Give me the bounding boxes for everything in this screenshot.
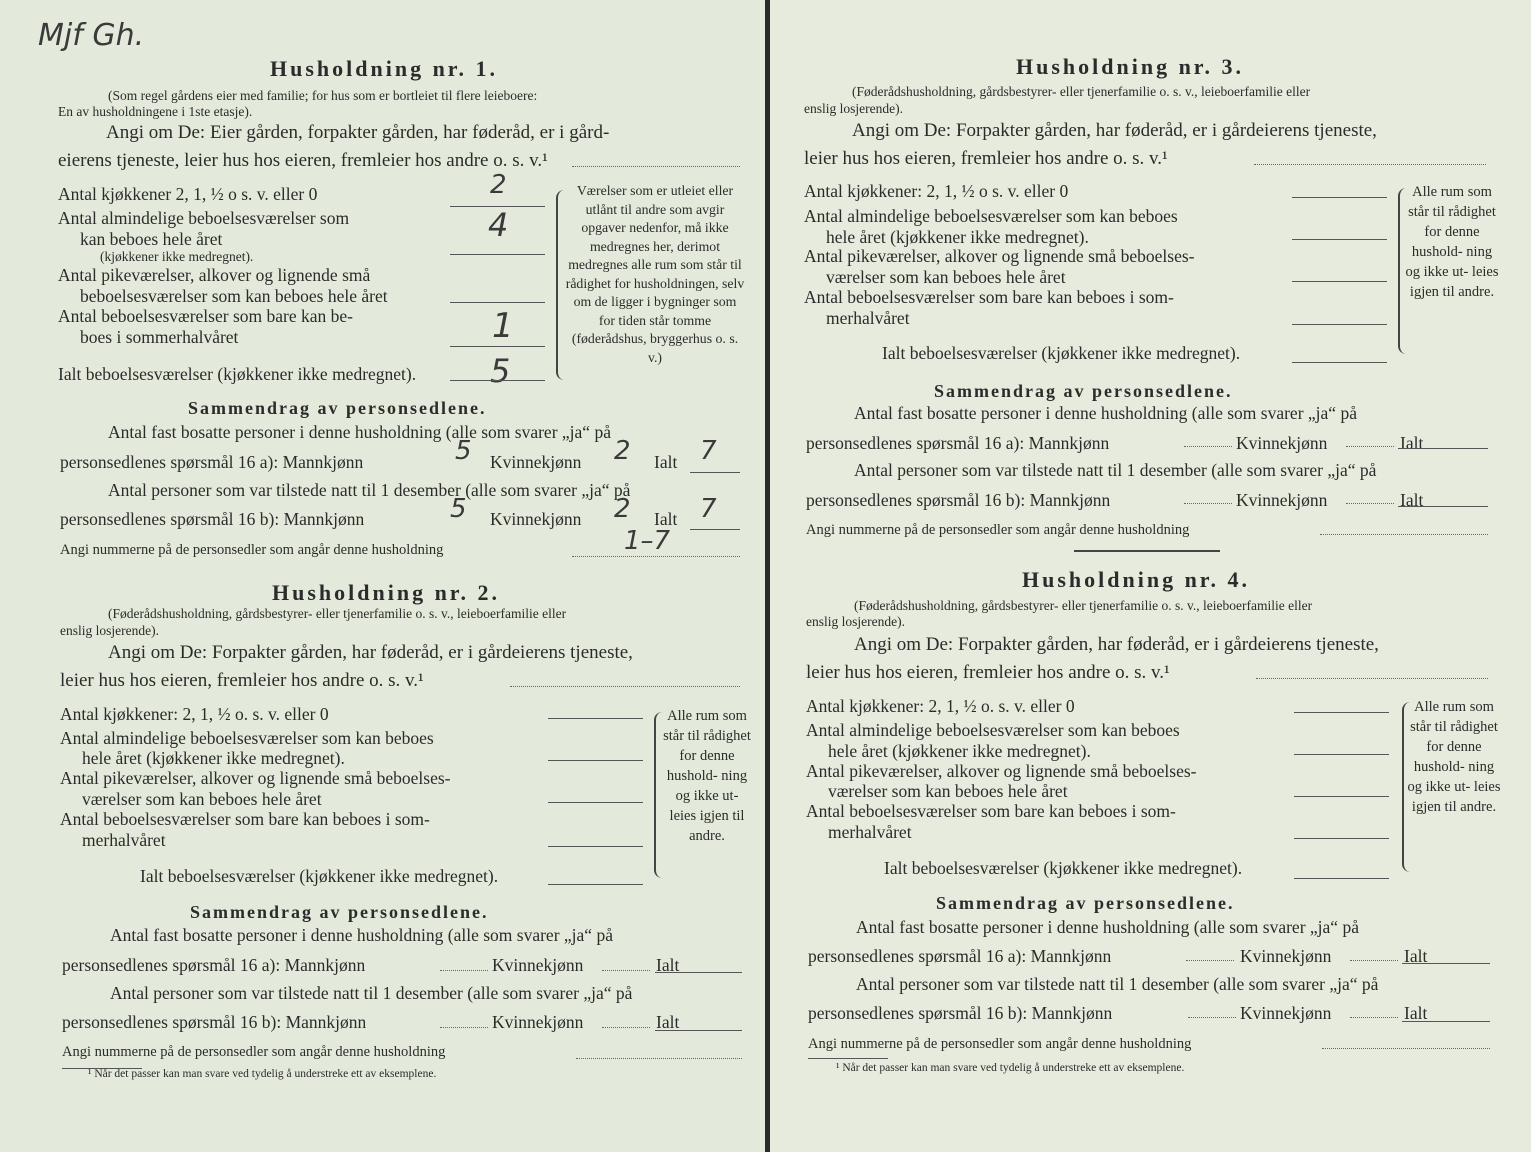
h4-pike-2: værelser som kan beboes hele året <box>828 781 1068 801</box>
h3-samm-title: Sammendrag av personsedlene. <box>934 381 1233 401</box>
h4-alm-1: Antal almindelige beboelsesværelser som kan beboes <box>806 720 1180 740</box>
h2-fast-1: Antal fast bosatte personer i denne husholdning (alle som svarer „ja“ på <box>110 925 613 945</box>
h2-tilst-2: personsedlenes spørsmål 16 b): Mannkjønn <box>62 1012 367 1032</box>
h1-nummer-value: 1–7 <box>624 526 671 556</box>
h3-pike-2: værelser som kan beboes hele året <box>826 267 1066 287</box>
h1-alm-1: Antal almindelige beboelsesværelser som <box>58 208 350 228</box>
h3-pike-1: Antal pikeværelser, alkover og lignende små beboelses- <box>804 246 1195 266</box>
h1-tilst-k-label: Kvinnekjønn <box>490 509 582 529</box>
h3-alm-2: hele året (kjøkkener ikke medregnet). <box>826 227 1089 247</box>
h1-tilst-2: personsedlenes spørsmål 16 b): Mannkjønn <box>60 509 365 529</box>
h4-angi-2: leier hus hos eieren, fremleier hos andre o. s. v.¹ <box>806 662 1170 683</box>
h4-tilst-i-label: Ialt <box>1404 1003 1428 1023</box>
h1-tilst-k: 2 <box>614 494 631 524</box>
h2-footnote: ¹ Når det passer kan man svare ved tydelig å understreke ett av eksemplene. <box>88 1068 437 1080</box>
h2-tilst-k-label: Kvinnekjønn <box>492 1012 584 1032</box>
h2-alm-1: Antal almindelige beboelsesværelser som kan beboes <box>60 728 434 748</box>
h1-fast-k: 2 <box>614 436 631 466</box>
h2-fast-i-label: Ialt <box>656 955 680 975</box>
h1-fast-i: 7 <box>700 436 717 466</box>
h4-nummer: Angi nummerne på de personsedler som angår denne husholdning <box>808 1036 1192 1052</box>
h3-fast-i-label: Ialt <box>1400 433 1424 453</box>
h2-pike-1: Antal pikeværelser, alkover og lignende små beboelses- <box>60 768 451 788</box>
h4-side-note: Alle rum som står til rådighet for denne hushold- ning og ikke ut- leies igjen til andre. <box>1407 699 1501 815</box>
h4-sommer-1: Antal beboelsesværelser som bare kan beboes i som- <box>806 801 1176 821</box>
h1-tilst-m: 5 <box>450 494 467 524</box>
h4-pike-1: Antal pikeværelser, alkover og lignende små beboelses- <box>806 761 1197 781</box>
h1-kjokkener: Antal kjøkkener 2, 1, ½ o s. v. eller 0 <box>58 184 318 204</box>
h4-title: Husholdning nr. 4. <box>1022 567 1251 592</box>
h1-sommer-value: 1 <box>492 306 514 346</box>
h3-subtitle-2: enslig losjerende). <box>804 101 903 116</box>
h2-pike-2: værelser som kan beboes hele året <box>82 789 322 809</box>
h4-subtitle-2: enslig losjerende). <box>806 614 905 629</box>
h3-fast-k-label: Kvinnekjønn <box>1236 433 1328 453</box>
h1-sommer-1: Antal beboelsesværelser som bare kan be- <box>58 306 353 326</box>
h1-pike-1: Antal pikeværelser, alkover og lignende små <box>58 265 371 285</box>
h2-side-note: Alle rum som står til rådighet for denne hushold- ning og ikke ut- leies igjen til andre. <box>663 708 751 844</box>
h1-tilst-i-label: Ialt <box>654 509 678 529</box>
h3-tilst-i-label: Ialt <box>1400 490 1424 510</box>
h4-tilst-k-label: Kvinnekjønn <box>1240 1003 1332 1023</box>
h1-ialt: Ialt beboelsesværelser (kjøkkener ikke medregnet). <box>58 364 417 384</box>
h3-title: Husholdning nr. 3. <box>1016 54 1245 79</box>
h4-kjokkener: Antal kjøkkener: 2, 1, ½ o. s. v. eller 0 <box>806 696 1075 716</box>
h1-angi-2: eierens tjeneste, leier hus hos eieren, fremleier hos andre o. s. v.¹ <box>58 150 548 171</box>
h3-subtitle-1: (Føderådshusholdning, gårdsbestyrer- eller tjenerfamilie o. s. v., leieboerfamilie eller <box>852 84 1311 99</box>
h1-nummer: Angi nummerne på de personsedler som angår denne husholdning <box>60 542 444 558</box>
h4-samm-title: Sammendrag av personsedlene. <box>936 893 1235 913</box>
h1-fast-1: Antal fast bosatte personer i denne husholdning (alle som svarer „ja“ på <box>108 422 611 442</box>
h4-fast-2: personsedlenes spørsmål 16 a): Mannkjønn <box>808 946 1112 966</box>
right-page <box>770 0 1531 1152</box>
h2-alm-2: hele året (kjøkkener ikke medregnet). <box>82 748 345 768</box>
h3-angi-1: Angi om De: Forpakter gården, har føderåd, er i gårdeierens tjeneste, <box>852 120 1377 141</box>
h2-sommer-2: merhalvåret <box>82 830 166 850</box>
h2-nummer: Angi nummerne på de personsedler som angår denne husholdning <box>62 1044 446 1060</box>
h1-fast-k-label: Kvinnekjønn <box>490 452 582 472</box>
h2-fast-k-label: Kvinnekjønn <box>492 955 584 975</box>
h1-sommer-2: boes i sommerhalvåret <box>80 327 239 347</box>
h4-fast-i-label: Ialt <box>1404 946 1428 966</box>
h1-title: Husholdning nr. 1. <box>270 56 499 81</box>
h1-fast-i-label: Ialt <box>654 452 678 472</box>
h4-ialt: Ialt beboelsesværelser (kjøkkener ikke medregnet). <box>884 858 1243 878</box>
h3-tilst-2: personsedlenes spørsmål 16 b): Mannkjønn <box>806 490 1111 510</box>
h4-angi-1: Angi om De: Forpakter gården, har føderåd, er i gårdeierens tjeneste, <box>854 634 1379 655</box>
h3-fast-1: Antal fast bosatte personer i denne husholdning (alle som svarer „ja“ på <box>854 403 1357 423</box>
h1-tilst-i: 7 <box>700 494 717 524</box>
h2-sommer-1: Antal beboelsesværelser som bare kan beboes i som- <box>60 809 430 829</box>
h3-nummer: Angi nummerne på de personsedler som angår denne husholdning <box>806 522 1190 538</box>
h4-fast-k-label: Kvinnekjønn <box>1240 946 1332 966</box>
h3-side-note: Alle rum som står til rådighet for denne hushold- ning og ikke ut- leies igjen til andre. <box>1405 184 1499 300</box>
h3-kjokkener: Antal kjøkkener: 2, 1, ½ o s. v. eller 0 <box>804 181 1069 201</box>
h3-sommer-1: Antal beboelsesværelser som bare kan beboes i som- <box>804 287 1174 307</box>
h4-subtitle-1: (Føderådshusholdning, gårdsbestyrer- eller tjenerfamilie o. s. v., leieboerfamilie eller <box>854 598 1313 613</box>
h3-fast-2: personsedlenes spørsmål 16 a): Mannkjønn <box>806 433 1110 453</box>
h4-alm-2: hele året (kjøkkener ikke medregnet). <box>828 741 1091 761</box>
h1-pike-2: beboelsesværelser som kan beboes hele året <box>80 286 388 306</box>
margin-note: Mjf Gh. <box>38 18 145 53</box>
h4-tilst-2: personsedlenes spørsmål 16 b): Mannkjønn <box>808 1003 1113 1023</box>
h2-tilst-1: Antal personer som var tilstede natt til 1 desember (alle som svarer „ja“ på <box>110 983 633 1003</box>
h1-kjokkener-value: 2 <box>490 170 507 200</box>
h1-angi-1: Angi om De: Eier gården, forpakter gården, har føderåd, er i gård- <box>106 122 610 143</box>
h2-kjokkener: Antal kjøkkener: 2, 1, ½ o. s. v. eller 0 <box>60 704 329 724</box>
h2-angi-1: Angi om De: Forpakter gården, har føderåd, er i gårdeierens tjeneste, <box>108 642 633 663</box>
h3-tilst-k-label: Kvinnekjønn <box>1236 490 1328 510</box>
h4-sommer-2: merhalvåret <box>828 822 912 842</box>
h2-subtitle-1: (Føderådshusholdning, gårdsbestyrer- eller tjenerfamilie o. s. v., leieboerfamilie eller <box>108 606 567 621</box>
h1-samm-title: Sammendrag av personsedlene. <box>188 398 487 418</box>
h4-tilst-1: Antal personer som var tilstede natt til 1 desember (alle som svarer „ja“ på <box>856 974 1379 994</box>
h3-angi-2: leier hus hos eieren, fremleier hos andre o. s. v.¹ <box>804 148 1168 169</box>
h2-tilst-i-label: Ialt <box>656 1012 680 1032</box>
h3-sommer-2: merhalvåret <box>826 308 910 328</box>
h1-fast-2: personsedlenes spørsmål 16 a): Mannkjønn <box>60 452 364 472</box>
h2-samm-title: Sammendrag av personsedlene. <box>190 902 489 922</box>
h4-fast-1: Antal fast bosatte personer i denne husholdning (alle som svarer „ja“ på <box>856 917 1359 937</box>
h1-fast-m: 5 <box>455 436 472 466</box>
h3-tilst-1: Antal personer som var tilstede natt til 1 desember (alle som svarer „ja“ på <box>854 460 1377 480</box>
left-page <box>0 0 765 1152</box>
h2-angi-2: leier hus hos eieren, fremleier hos andre o. s. v.¹ <box>60 670 424 691</box>
h4-footnote: ¹ Når det passer kan man svare ved tydelig å understreke ett av eksemplene. <box>836 1062 1185 1074</box>
h3-ialt: Ialt beboelsesværelser (kjøkkener ikke medregnet). <box>882 343 1241 363</box>
h1-alm-2: kan beboes hele året <box>80 229 223 249</box>
h3-alm-1: Antal almindelige beboelsesværelser som kan beboes <box>804 206 1178 226</box>
h2-ialt: Ialt beboelsesværelser (kjøkkener ikke medregnet). <box>140 866 499 886</box>
h1-side-note: Værelser som er utleiet eller utlånt til andre som avgir opgaver nedenfor, må ikke medregnes her, derimot medregnes alle rum som står til rådighet for husholdningen, selv om de ligger i bygninger som for tiden står tomme (føderådshus, bryggerhus o. s. v.) <box>565 183 745 365</box>
h1-alm-value: 4 <box>488 206 509 244</box>
h2-fast-2: personsedlenes spørsmål 16 a): Mannkjønn <box>62 955 366 975</box>
h2-title: Husholdning nr. 2. <box>272 580 501 605</box>
h1-alm-3: (kjøkkener ikke medregnet). <box>100 249 254 264</box>
h1-subtitle-2: En av husholdningene i 1ste etasje). <box>58 104 253 119</box>
h1-tilst-1: Antal personer som var tilstede natt til 1 desember (alle som svarer „ja“ på <box>108 480 631 500</box>
h1-ialt-value: 5 <box>490 352 511 390</box>
h2-subtitle-2: enslig losjerende). <box>60 623 159 638</box>
h1-subtitle-1: (Som regel gårdens eier med familie; for hus som er bortleiet til flere leieboere: <box>108 88 538 103</box>
